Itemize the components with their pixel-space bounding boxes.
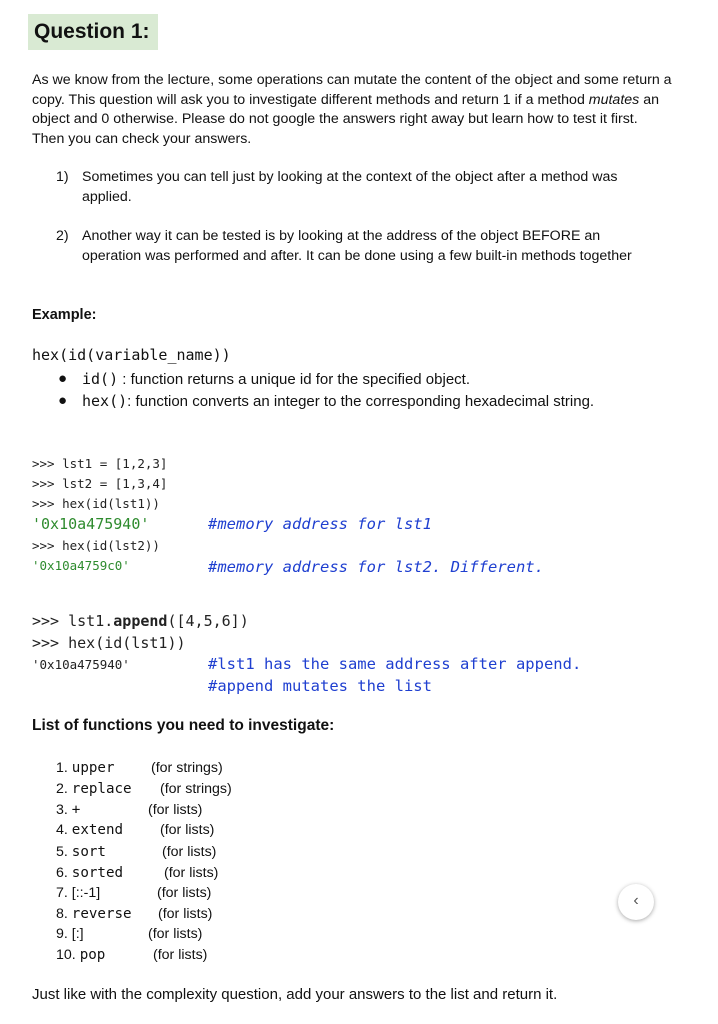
hex-expression: hex(id(variable_name)) [32, 346, 231, 364]
code-comment: #memory address for lst1 [208, 515, 432, 533]
code-comment: #lst1 has the same address after append. [208, 655, 582, 673]
chevron-left-icon: ‹ [633, 892, 639, 909]
code-line: >>> hex(id(lst1)) [32, 634, 186, 652]
functions-heading: List of functions you need to investigate: [32, 717, 335, 734]
code-line: >>> hex(id(lst2)) [32, 538, 160, 553]
code-comment: #memory address for lst2. Different. [208, 558, 544, 576]
code-output: '0x10a4759c0' [32, 558, 130, 573]
code-line: >>> hex(id(lst1)) [32, 496, 160, 511]
code-output: '0x10a475940' [32, 657, 130, 672]
scroll-left-button[interactable] [618, 884, 654, 920]
code-line: >>> lst1 = [1,2,3] [32, 456, 168, 471]
code-comment: #append mutates the list [208, 677, 432, 695]
intro-paragraph: As we know from the lecture, some operations can mutate the content of the object and some return a copy. This question will ask you to investigate different methods and return 1 if a method mutates an object and 0 otherwise. Please do not google the answers right away but learn how to test it first. Then you can check your answers. [32, 72, 672, 147]
code-output: '0x10a475940' [32, 515, 150, 533]
code-line: >>> lst1.append([4,5,6]) [32, 612, 249, 630]
footer-text: Just like with the complexity question, add your answers to the list and return it. [32, 986, 558, 1003]
page-title: Question 1: [28, 14, 158, 50]
example-heading: Example: [32, 307, 97, 323]
code-line: >>> lst2 = [1,3,4] [32, 476, 168, 491]
